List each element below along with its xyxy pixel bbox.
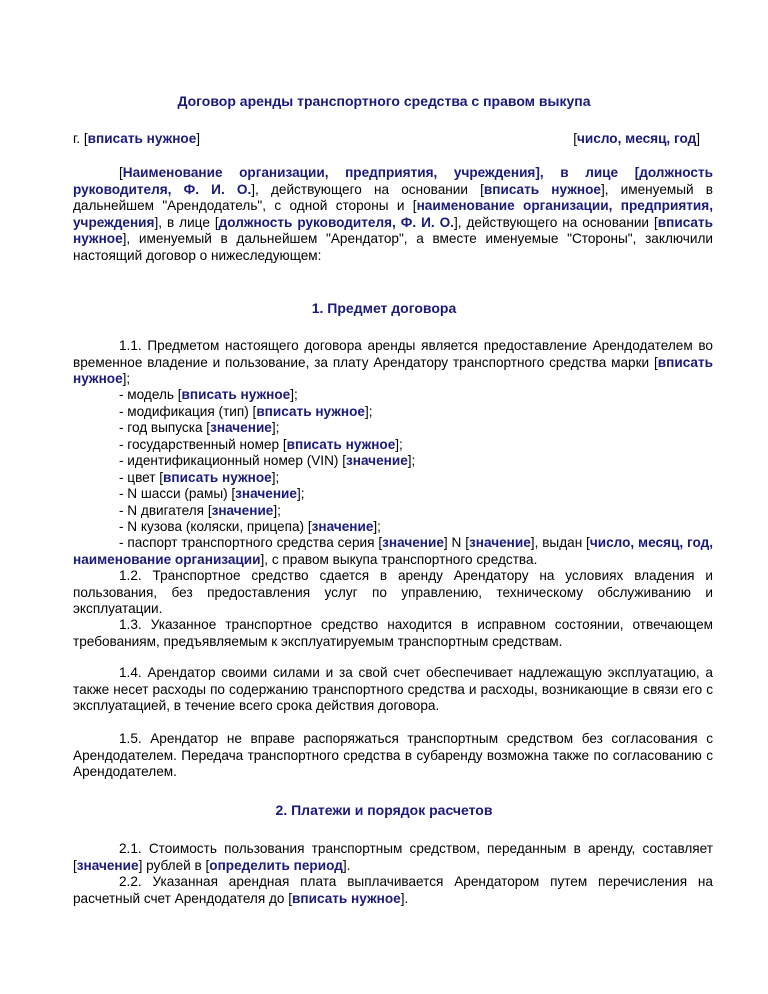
- list-item: - модификация (тип) [вписать нужное];: [119, 403, 373, 419]
- list-item: - цвет [вписать нужное];: [119, 469, 280, 485]
- lessor-org-placeholder: Наименование организации, предприятия, учреждения], в лице [должность руководителя, Ф. И. О.: [73, 165, 713, 197]
- city-prefix: г. [: [73, 131, 88, 146]
- vehicle-details-list: [119, 387, 719, 536]
- clause-1-4: 1.4. Арендатор своими силами и за свой счет обеспечивает надлежащую эксплуатацию, а также несет расходы по содержанию транспортного средства и расходы, возникающие в связи его с эксплуатацией, в течение всего срока действия договора.: [73, 665, 713, 713]
- clause-1-2: 1.2. Транспортное средство сдается в аренду Арендатору на условиях владения и пользования, без предоставления услуг по управлению, техническому обслуживанию и эксплуатации.: [73, 568, 713, 616]
- list-item: - государственный номер [вписать нужное];: [119, 436, 403, 452]
- brand-placeholder: вписать нужное: [73, 354, 713, 386]
- document-title: Договор аренды транспортного средства с правом выкупа: [177, 93, 591, 109]
- section-2-heading: 2. Платежи и порядок расчетов: [275, 802, 493, 818]
- place-date-line: [73, 131, 713, 148]
- lessee-head-placeholder: должность руководителя, Ф. И. О.: [218, 214, 454, 230]
- city-suffix: ]: [196, 131, 201, 146]
- clause-1-5: 1.5. Арендатор не вправе распоряжаться транспортным средством без согласования с Арендодателем. Передача транспортного средства в субаренду возможна также по согласованию с Арендодателем.: [73, 731, 713, 779]
- period-placeholder: определить период: [209, 857, 343, 873]
- date-placeholder: число, месяц, год: [577, 131, 697, 146]
- list-item: - идентификационный номер (VIN) [значение];: [119, 453, 416, 468]
- list-item: - год выпуска [значение];: [119, 420, 280, 435]
- list-item: - N шасси (рамы) [значение];: [119, 486, 305, 501]
- date-field: [число, месяц, год]: [573, 131, 700, 146]
- vehicle-passport-item: - паспорт транспортного средства серия [значение] N [значение], выдан [число, месяц, год, наименование организации], с правом выкупа транспортного средства.: [73, 535, 713, 567]
- lessor-basis-placeholder: вписать нужное: [483, 181, 601, 197]
- clause-1-3: 1.3. Указанное транспортное средство находится в исправном состоянии, отвечающем требованиям, предъявляемым к эксплуатируемым транспортным средствам.: [73, 617, 713, 649]
- clause-2-2: 2.2. Указанная арендная плата выплачивается Арендатором путем перечисления на расчетный счет Арендодателя до [вписать нужное].: [73, 874, 713, 906]
- list-item: - N кузова (коляски, прицепа) [значение];: [119, 519, 381, 534]
- amount-placeholder: значение: [76, 857, 139, 873]
- lessee-org-placeholder: наименование организации, предприятия, учреждения: [73, 198, 713, 230]
- lessee-basis-placeholder: вписать нужное: [73, 214, 713, 246]
- city-placeholder: вписать нужное: [87, 131, 197, 146]
- section-1-heading: 1. Предмет договора: [311, 300, 457, 316]
- clause-2-1: 2.1. Стоимость пользования транспортным средством, переданным в аренду, составляет [значение] рублей в [определить период].: [73, 841, 713, 873]
- clause-1-1: 1.1. Предметом настоящего договора аренды является предоставление Арендодателем во временное владение и пользование, за плату Арендатору транспортного средства марки [вписать нужное];: [73, 338, 713, 386]
- preamble-paragraph: [Наименование организации, предприятия, учреждения], в лице [должность руководителя, Ф. И. О.], действующего на основании [вписать нужное], именуемый в дальнейшем "Арендодатель", с одной стороны и [наименование организации, предприятия, учреждения], в лице [должность руководителя, Ф. И. О.], действующего на основании [вписать нужное], именуемый в дальнейшем "Арендатор", а вместе именуемые "Стороны", заключили настоящий договор о нижеследующем:: [73, 165, 713, 263]
- list-item: - модель [вписать нужное];: [119, 387, 298, 402]
- list-item: - N двигателя [значение];: [119, 502, 281, 518]
- deadline-placeholder: вписать нужное: [292, 890, 401, 906]
